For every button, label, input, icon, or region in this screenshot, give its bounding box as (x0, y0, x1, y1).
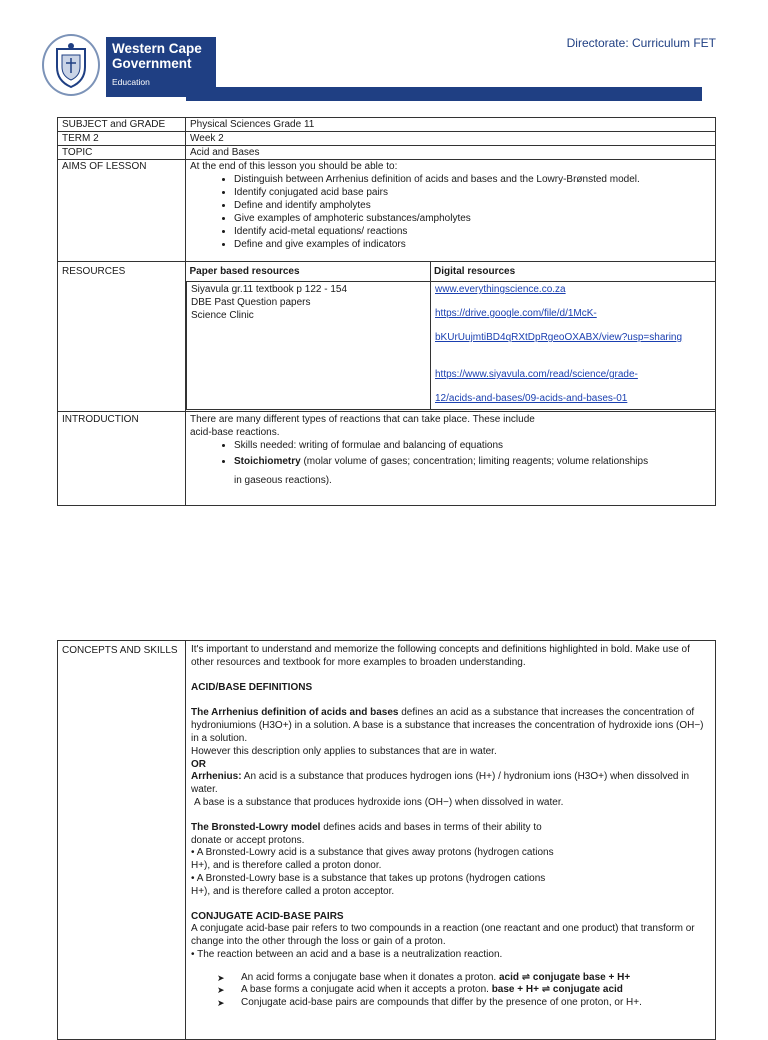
concepts-label: CONCEPTS AND SKILLS (58, 641, 186, 1040)
base-rule-equation: base + H+ ⇌ conjugate acid (491, 984, 623, 996)
base-rule-text: A base forms a conjugate acid when it accepts a proton. (241, 984, 492, 996)
term-label: TERM 2 (58, 132, 186, 146)
org-line-3: Education (112, 77, 150, 87)
arrhenius-base: A base is a substance that produces hydroxide ions (OH−) when dissolved in water. (194, 796, 564, 808)
org-line-1: Western Cape (112, 41, 202, 56)
list-item: • Identify conjugated acid base pairs (234, 186, 711, 199)
subject-label: SUBJECT and GRADE (58, 118, 186, 132)
intro-list (190, 439, 711, 490)
list-item: Siyavula gr.11 textbook p 122 - 154 (191, 284, 348, 295)
list-item (217, 972, 711, 985)
aims-cell (186, 160, 716, 262)
intro-line-2: acid-base reactions. (190, 427, 280, 438)
table-row (58, 641, 716, 1040)
acid-rule-text: An acid forms a conjugate base when it donates a proton. (241, 971, 499, 983)
list-item: • Identify acid-metal equations/ reactions (234, 225, 711, 238)
table-row (58, 146, 716, 160)
list-item: Science Clinic (191, 310, 254, 321)
intro-cell (186, 412, 716, 506)
header-rule (186, 87, 702, 101)
list-item: • Skills needed: writing of formulae and balancing of equations (234, 439, 711, 452)
bronsted-lowry-definition (191, 822, 711, 835)
concepts-table (57, 640, 716, 1040)
digital-list (431, 282, 716, 410)
stoichiometry-text: (molar volume of gases; concentration; limiting reagents; volume relationships (300, 456, 649, 467)
link-everythingscience[interactable]: www.everythingscience.co.za (435, 284, 566, 295)
bronsted-lowry-text: defines acids and bases in terms of their ability to (320, 821, 542, 833)
resources-cell (186, 262, 716, 412)
link-siyavula-part2[interactable]: 12/acids-and-bases/09-acids-and-bases-01 (435, 393, 628, 404)
heading-conjugate-pairs: CONJUGATE ACID-BASE PAIRS (191, 910, 344, 922)
list-item (217, 984, 711, 997)
acid-rule-equation: acid ⇌ conjugate base + H+ (498, 971, 631, 983)
or-label: OR (191, 758, 206, 770)
table-row (58, 160, 716, 262)
intro-line-1: There are many different types of reactions that can take place. These include (190, 414, 535, 425)
intro-label: INTRODUCTION (58, 412, 186, 506)
paper-list (187, 282, 431, 410)
aims-label: AIMS OF LESSON (58, 160, 186, 262)
topic-label: TOPIC (58, 146, 186, 160)
stoichiometry-cont: in gaseous reactions). (234, 475, 332, 486)
bronsted-acid-2: H+), and is therefore called a proton donor. (191, 860, 382, 872)
link-drive-part1[interactable]: https://drive.google.com/file/d/1McK- (435, 308, 597, 319)
list-item: • Define and give examples of indicators (234, 238, 711, 251)
org-line-2: Government (112, 56, 192, 71)
link-drive-part2[interactable]: bKUrUujmtiBD4qRXtDpRgeoOXABX/view?usp=sharing (435, 332, 683, 343)
arrhenius-alt-term: Arrhenius: (191, 771, 242, 783)
coat-of-arms-icon (42, 34, 100, 96)
arrhenius-alt-text: An acid is a substance that produces hydrogen ions (H+) / hydronium ions (H3O+) when dissolved in water. (191, 771, 690, 796)
arrhenius-text: defines an acid as a substance that increases the concentration of hydroniumions (H3O+) in a solution. A base is a substance that increases the concentration of hydroxide ions (OH−) in a solution. (191, 707, 704, 744)
resources-label: RESOURCES (58, 262, 186, 412)
aims-list (190, 173, 711, 251)
bronsted-base-1: • A Bronsted-Lowry base is a substance that takes up protons (hydrogen cations (191, 872, 546, 884)
bronsted-lowry-text-2: donate or accept protons. (191, 834, 305, 846)
aims-intro: At the end of this lesson you should be able to: (190, 161, 398, 172)
list-item: ➤ Conjugate acid-base pairs are compounds that differ by the presence of one proton, or H+. (217, 997, 711, 1010)
heading-acid-base-definitions: ACID/BASE DEFINITIONS (191, 681, 313, 693)
table-row (58, 412, 716, 506)
conjugate-list (191, 972, 711, 1010)
list-item: • Distinguish between Arrhenius definition of acids and bases and the Lowry-Brønsted model. (234, 173, 711, 186)
link-siyavula-part1[interactable]: https://www.siyavula.com/read/science/grade- (435, 369, 638, 380)
list-item: • Give examples of amphoteric substances/ampholytes (234, 212, 711, 225)
concepts-intro: It's important to understand and memorize the following concepts and definitions highlighted in bold. Make use of other resources and textbook for more examples to broaden understanding. (191, 644, 690, 668)
resources-table (186, 262, 716, 410)
bronsted-base-2: H+), and is therefore called a proton acceptor. (191, 885, 395, 897)
stoichiometry-term: Stoichiometry (234, 456, 301, 467)
arrhenius-definition (191, 707, 711, 745)
table-row (58, 132, 716, 146)
neutralization-note: • The reaction between an acid and a base is a neutralization reaction. (191, 948, 503, 960)
arrhenius-alt (191, 771, 711, 797)
topic-value: Acid and Bases (186, 146, 716, 160)
lesson-table (57, 117, 716, 506)
bronsted-acid-1: • A Bronsted-Lowry acid is a substance that gives away protons (hydrogen cations (191, 847, 554, 859)
digital-header: Digital resources (431, 262, 716, 282)
arrhenius-term: The Arrhenius definition of acids and bases (191, 707, 399, 719)
table-row (58, 118, 716, 132)
conjugate-definition: A conjugate acid-base pair refers to two compounds in a reaction (one reactant and one product) that transform or change into the other through the loss or gain of a proton. (191, 923, 695, 948)
concepts-cell (186, 641, 716, 1040)
list-item: • Define and identify ampholytes (234, 199, 711, 212)
bronsted-lowry-term: The Bronsted-Lowry model (191, 821, 321, 833)
subject-value: Physical Sciences Grade 11 (186, 118, 716, 132)
paper-header: Paper based resources (187, 262, 431, 282)
directorate-title: Directorate: Curriculum FET (566, 36, 716, 50)
list-item (234, 452, 711, 490)
list-item: DBE Past Question papers (191, 297, 311, 308)
term-value: Week 2 (186, 132, 716, 146)
table-row (58, 262, 716, 412)
arrhenius-note: However this description only applies to substances that are in water. (191, 745, 497, 757)
